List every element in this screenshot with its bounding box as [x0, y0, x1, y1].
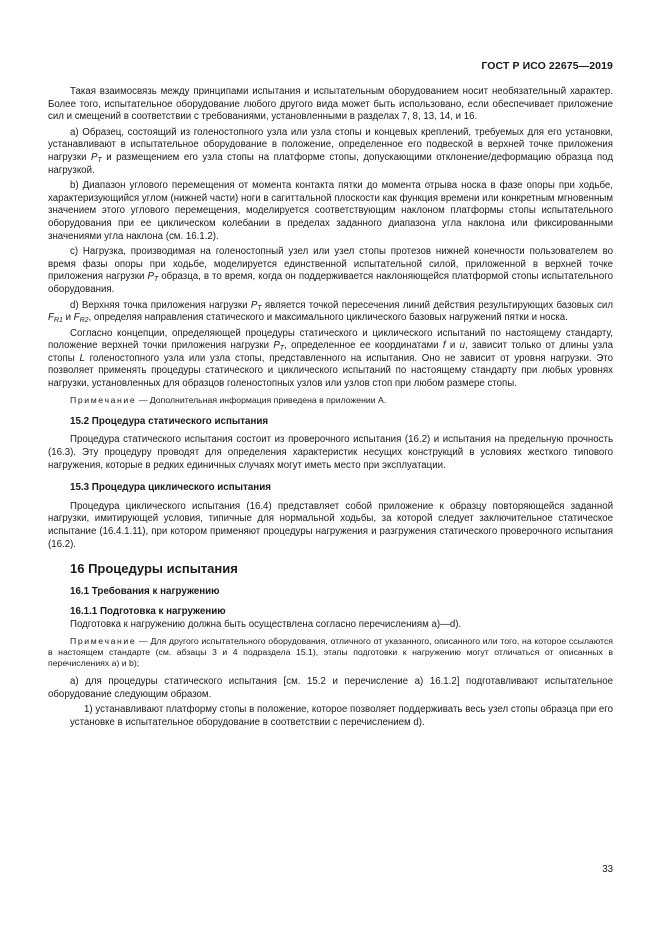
paragraph-16-1-1: Подготовка к нагружению должна быть осуществлена согласно перечислениям a)—d). [70, 618, 462, 630]
symbol-f: F [48, 312, 54, 324]
paragraph-c: c) Нагрузка, производимая на голеностопный узел или узел стопы протезов нижней конечности пользователем во время фазы опоры при ходьбе, моделируется единственной испытательной силой, приложенной в верхней точке приложения нагрузки $P_T$ образца, в то время, когда он поддерживается наклоняющейся платформой стопы испытательного оборудования. [48, 246, 613, 295]
subscript-t: T [257, 304, 262, 312]
heading-15-2: 15.2 Процедура статического испытания [70, 415, 269, 427]
subscript-r1: R1 [53, 317, 63, 325]
subscript-t: T [279, 345, 285, 353]
subscript-r2: R2 [79, 317, 89, 325]
symbol-p: P [273, 340, 280, 352]
paragraph-a: a) Образец, состоящий из голеностопного узла или узла стопы и концевых креплений, требуемых для его установки, устанавливают в испытательное оборудование в положение, определенное его подвеской в верхней точке приложения нагрузки $P_T$ и размещением его узла стопы на платформе стопы, допускающими отклонение/деформацию образца под нагрузкой. [48, 126, 613, 176]
paragraph-concept: Согласно концепции, определяющей процедуры статического и циклического испытаний по настоящему стандарту, положение верхней точки приложения нагрузки $P_T$, определенное ее координатами f и u, зависит только от длины узла стопы L голеностопного узла или узла стопы, представленного на испытания. Оно не зависит от уровня нагрузки. Это позволяет применять процедуры статического и циклического испытаний по настоящему стандарту при любых уровнях нагрузки, установленных для образцов голеностопных узлов или узлов стоп при любом размере стопы. [48, 327, 614, 390]
subscript-t: T [97, 156, 102, 164]
paragraph-b: b) Диапазон углового перемещения от момента контакта пятки до момента отрыва носка в фазе опоры при ходьбе, характеризующийся углом (нижней части) ноги в сагиттальной плоскости как функция времени или конкретным мгновенным значением этого углового перемещения, моделируется соответствующим наклоном платформы стопы испытательного оборудования при ее циклическом колебании в пределах заданного диапазона угла наклона или фиксированными значениями угла наклона (см. 16.1.2). [48, 180, 613, 242]
paragraph-15-2: Процедура статического испытания состоит из проверочного испытания (16.2) и испытания на предельную прочность (16.3). Эту процедуру проводят для определения характеристик несущих конструкций в условиях жесткого типового нагружения, которые в редких единичных случаях могут иметь место при эксплуатации. [48, 434, 613, 471]
note-equipment: Примечание — Для другого испытательного оборудования, отличного от указанного, описанного или того, на которое ссылаются в настоящем стандарте (см. абзацы 3 и 4 подраздела 15.1), этапы подготовки к нагружению могут отличаться от описанных в перечислениях a) и b); [48, 635, 613, 668]
page-number: 33 [602, 864, 613, 875]
subscript-t: T [153, 276, 159, 284]
note-annex: Примечание — Дополнительная информация приведена в приложении А. [70, 394, 387, 405]
list-item-a-1: 1) устанавливают платформу стопы в положение, которое позволяет поддерживать весь узел стопы образца при его установке в испытательное оборудование в соответствии с перечислением d). [70, 704, 613, 728]
symbol-p: P [250, 299, 258, 311]
heading-16: 16 Процедуры испытания [70, 561, 238, 577]
page-header: ГОСТ Р ИСО 22675—2019 [481, 60, 613, 72]
note-label: Примечание [70, 394, 137, 405]
document-page [48, 0, 613, 935]
heading-16-1-1: 16.1.1 Подготовка к нагружению [70, 606, 226, 618]
heading-15-3: 15.3 Процедура циклического испытания [70, 482, 271, 494]
symbol-l: L [79, 352, 85, 364]
paragraph-15-3: Процедура циклического испытания (16.4) представляет собой приложение к образцу повторяющейся заданной нагрузки, имитирующей условия, типичные для нормальной ходьбы, за которой следует заключительное статическое испытание (16.4.1.11), при котором применяют процедуры нагружения и разгружения статического проверочного испытания (16.2). [48, 500, 613, 550]
heading-16-1: 16.1 Требования к нагружению [70, 585, 220, 597]
note-label: Примечание [70, 635, 137, 646]
symbol-f: F [73, 312, 80, 324]
symbol-p: P [90, 151, 98, 163]
page-body [48, 86, 613, 733]
symbol-u-coord: u [459, 340, 465, 352]
paragraph-intro: Такая взаимосвязь между принципами испытания и испытательным оборудованием носит необязательный характер. Более того, испытательное оборудование любого другого вида может быть использовано, если обеспечивает приложение сил и смещений в соответствии с требованиями, установленными в разделах 7, 8, 13, 14, и 16. [48, 86, 613, 123]
symbol-f-coord: f [442, 340, 446, 352]
list-item-a: a) для процедуры статического испытания [см. 15.2 и перечисление a) 16.1.2] подготавливают испытательное оборудование следующим образом. [48, 676, 613, 700]
symbol-p: P [147, 271, 154, 283]
paragraph-d: d) Верхняя точка приложения нагрузки $P_T$ является точкой пересечения линий действия результирующих базовых сил $F_{R1}$ и $F_{R2}$, определяя направления статического и максимального циклического базовых нагружений пятки и носка. [48, 299, 613, 325]
